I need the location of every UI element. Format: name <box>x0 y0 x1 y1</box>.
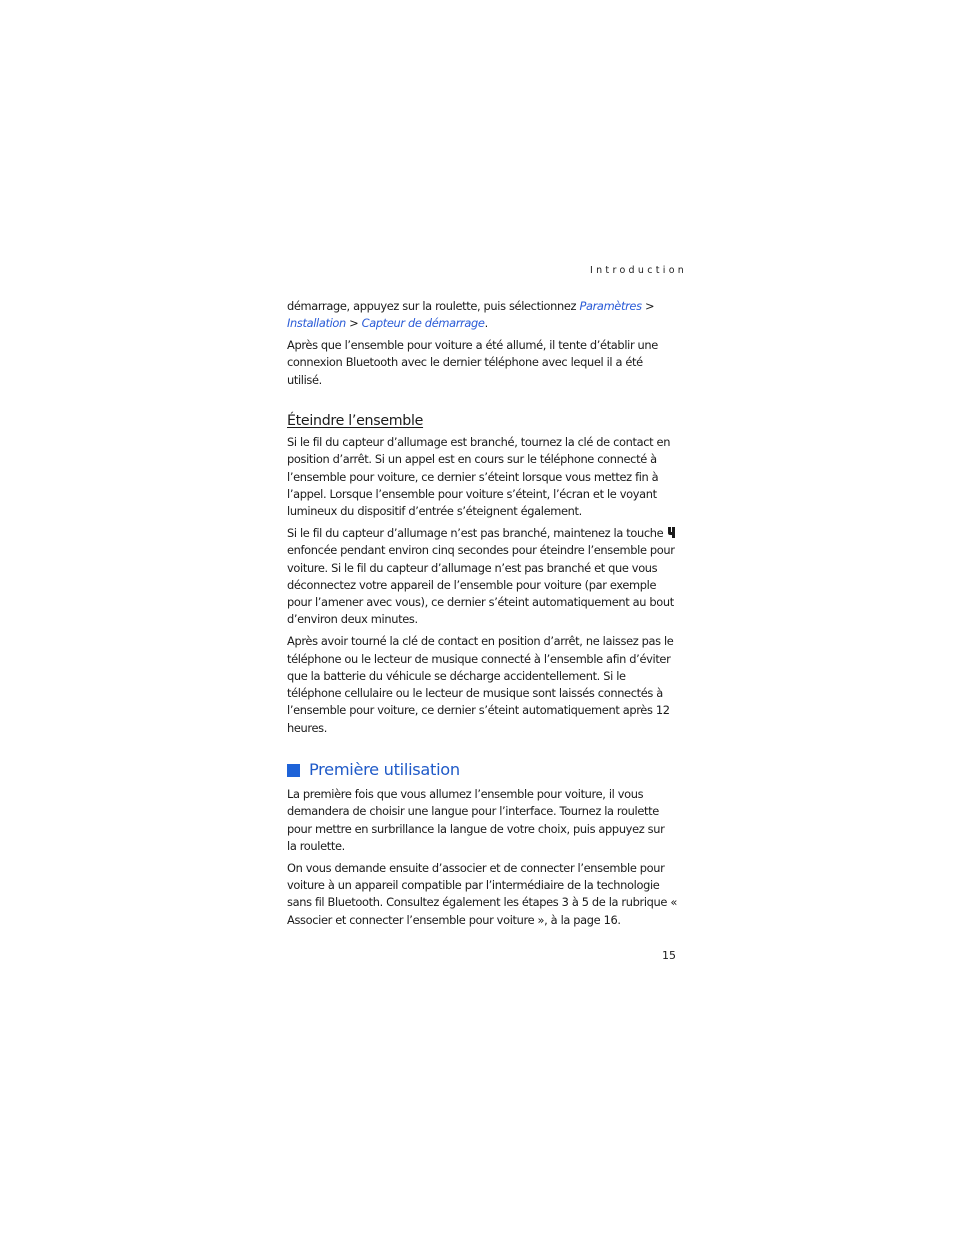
menu-path-capteur: Capteur de démarrage <box>361 316 485 331</box>
section-first-paragraph-1: La première fois que vous allumez l’ensemble pour voiture, il vous demandera de choisir une langue pour l’interface. Tournez la roulette pour mettre en surbrillance la langue de votre choix, puis appuyez sur la roulette. <box>287 787 665 853</box>
page-content <box>287 298 677 933</box>
menu-path-installation: Installation <box>287 316 346 331</box>
running-header: Introduction <box>590 265 688 276</box>
power-key-icon <box>667 526 676 539</box>
section-first-title-text: Première utilisation <box>309 760 460 780</box>
section-square-icon <box>287 764 300 777</box>
menu-path-parametres: Paramètres <box>579 299 642 313</box>
intro-paragraph-1 <box>287 298 677 333</box>
intro-end: . <box>484 316 488 331</box>
path-separator: > <box>345 316 362 331</box>
section-off-p2-end: enfoncée pendant environ cinq secondes pour éteindre l’ensemble pour voiture. Si le fil du capteur d’allumage n’est pas branché et que vous déconnectez votre appareil de l’ensemble pour voiture (par exemple pour l’amener avec vous), ce dernier s’éteint automatiquement au bout d’environ deux minutes. <box>287 543 675 627</box>
path-separator: > <box>641 299 655 313</box>
page-number: 15 <box>662 949 676 962</box>
section-off-title: Éteindre l’ensemble <box>287 412 424 429</box>
section-off-paragraph-3: Après avoir tourné la clé de contact en position d’arrêt, ne laissez pas le téléphone ou le lecteur de musique connecté à l’ensemble afin d’éviter que la batterie du véhicule se décharge accidentellement. Si le téléphone cellulaire ou le lecteur de musique sont laissés connectés à l’ensemble pour voiture, ce dernier s’éteint automatiquement après 12 heures. <box>287 634 674 735</box>
section-off-paragraph-1: Si le fil du capteur d’allumage est branché, tournez la clé de contact en position d’arrêt. Si un appel est en cours sur le téléphone connecté à l’ensemble pour voiture, ce dernier s’éteint lorsque vous mettez fin à l’appel. Lorsque l’ensemble pour voiture s’éteint, l’écran et le voyant lumineux du dispositif d’entrée s’éteignent également. <box>287 434 671 519</box>
intro-text: démarrage, appuyez sur la roulette, puis sélectionnez <box>287 299 580 313</box>
section-off-paragraph-2 <box>287 525 677 629</box>
section-first-paragraph-2: On vous demande ensuite d’associer et de connecter l’ensemble pour voiture à un appareil compatible par l’intermédiaire de la technologie sans fil Bluetooth. Consultez également les étapes 3 à 5 de la rubrique « Associer et connecter l’ensemble pour voiture », à la page 16. <box>287 860 677 927</box>
section-off-p2-start: Si le fil du capteur d’allumage n’est pas branché, maintenez la touche <box>287 525 664 540</box>
intro-paragraph-2: Après que l’ensemble pour voiture a été allumé, il tente d’établir une connexion Bluetooth avec le dernier téléphone avec lequel il a été utilisé. <box>287 338 658 387</box>
section-first-title <box>287 759 677 781</box>
